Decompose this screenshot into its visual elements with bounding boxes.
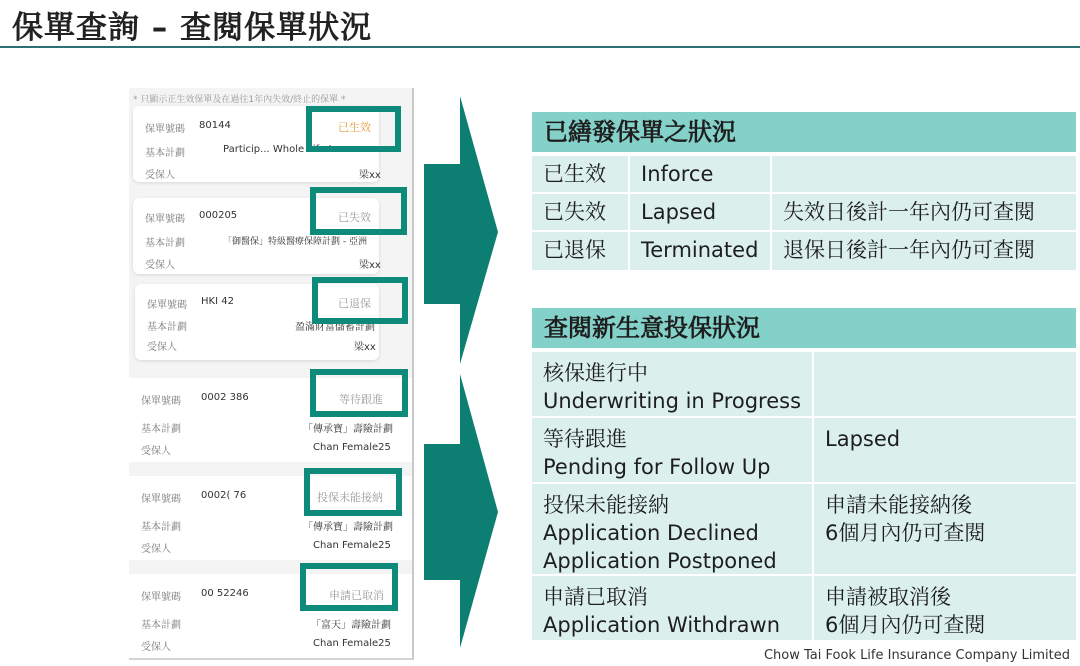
newbiz-status-zh: 等待跟進 — [543, 427, 627, 451]
plan-label: 基本計劃 — [141, 620, 181, 631]
newbiz-status-note — [814, 484, 1076, 574]
newbiz-status-cell — [532, 576, 812, 640]
insured-name: 梁xx — [359, 260, 381, 271]
status-highlight-box — [300, 563, 398, 611]
status-badge: 已失效 — [338, 211, 371, 224]
insured-label: 受保人 — [145, 170, 175, 181]
policy-number-label: 保單號碼 — [141, 592, 181, 603]
policy-filter-note: * 只顯示正生效保單及在過往1年內失效/終止的保單 * — [133, 95, 346, 105]
newbiz-note-line1: 申請未能接納後 — [825, 493, 972, 517]
plan-name: 「傳承寶」壽險計劃 — [303, 424, 393, 435]
newbiz-status-en: Application Declined — [543, 521, 759, 545]
issued-status-note: 失效日後計一年內仍可查閱 — [772, 194, 1076, 230]
plan-label: 基本計劃 — [145, 238, 185, 249]
plan-name: Particip... Whole Life Insurance — [223, 144, 378, 155]
plan-label: 基本計劃 — [141, 424, 181, 435]
page-title: 保單查詢 – 查閱保單狀況 — [12, 10, 373, 46]
newbiz-status-zh: 核保進行中 — [543, 361, 648, 385]
status-highlight-box — [310, 369, 408, 417]
insured-label: 受保人 — [141, 642, 171, 653]
policy-number-label: 保單號碼 — [141, 396, 181, 407]
company-footer: Chow Tai Fook Life Insurance Company Limited — [763, 648, 1070, 663]
issued-status-note: 退保日後計一年內仍可查閱 — [772, 232, 1076, 270]
arrow-shape-upper — [424, 96, 498, 364]
insured-label: 受保人 — [141, 544, 171, 555]
insured-label: 受保人 — [141, 446, 171, 457]
policy-number: 000205 — [199, 210, 238, 221]
policy-number-label: 保單號碼 — [145, 214, 185, 225]
status-highlight-box — [304, 468, 402, 516]
plan-label: 基本計劃 — [145, 148, 185, 159]
status-highlight-box — [306, 106, 401, 152]
newbiz-status-note — [814, 576, 1076, 640]
issued-status-en: Terminated — [630, 232, 770, 270]
policy-number: HKI 42 — [201, 296, 234, 307]
insured-name: Chan Female25 — [313, 540, 391, 551]
newbiz-status-cell — [532, 352, 812, 416]
policy-number-label: 保單號碼 — [141, 494, 181, 505]
issued-status-en: Inforce — [630, 156, 770, 192]
pointer-arrows — [420, 92, 502, 652]
title-divider — [0, 46, 1080, 48]
policy-number: 0002( 76 — [201, 490, 247, 501]
newbiz-status-zh: 投保未能接納 — [543, 493, 669, 517]
policy-number: 00 52246 — [201, 588, 249, 599]
issued-status-note — [772, 156, 1076, 192]
plan-name: 「御醫保」特級醫療保障計劃 - 亞洲 — [223, 237, 367, 247]
insured-label: 受保人 — [147, 342, 177, 353]
policy-number: 0002 386 — [201, 392, 249, 403]
newbiz-note-line2: 6個月內仍可查閱 — [825, 521, 986, 545]
newbiz-note-line2: 6個月內仍可查閱 — [825, 613, 986, 637]
newbiz-status-zh: 申請已取消 — [543, 585, 648, 609]
insured-name: 梁xx — [354, 342, 376, 353]
status-highlight-box — [312, 277, 408, 324]
newbiz-status-cell — [532, 418, 812, 482]
policy-number-label: 保單號碼 — [147, 300, 187, 311]
insured-name: Chan Female25 — [313, 638, 391, 649]
status-highlight-box — [310, 187, 407, 235]
newbiz-note-line1: Lapsed — [825, 427, 901, 451]
issued-status-table-title: 已繕發保單之狀況 — [532, 112, 1076, 152]
insured-name: 梁xx — [359, 170, 381, 181]
plan-name: 盈滿財富儲蓄計劃 — [295, 322, 375, 333]
issued-status-zh: 已失效 — [532, 194, 628, 230]
newbiz-status-note — [814, 352, 1076, 416]
status-badge: 等待跟進 — [339, 393, 383, 406]
policy-number-label: 保單號碼 — [145, 124, 185, 135]
status-badge: 已退保 — [338, 297, 371, 310]
plan-label: 基本計劃 — [147, 322, 187, 333]
plan-name: 「傳承寶」壽險計劃 — [303, 522, 393, 533]
issued-status-en: Lapsed — [630, 194, 770, 230]
newbiz-status-en: Underwriting in Progress — [543, 389, 802, 413]
newbiz-status-note — [814, 418, 1076, 482]
insured-label: 受保人 — [145, 260, 175, 271]
newbiz-status-en-2: Application Postponed — [543, 549, 777, 573]
policy-number: 80144 — [199, 120, 231, 131]
insured-name: Chan Female25 — [313, 442, 391, 453]
plan-name: 「富天」壽險計劃 — [311, 620, 391, 631]
issued-status-zh: 已生效 — [532, 156, 628, 192]
status-badge: 申請已取消 — [329, 589, 384, 602]
newbiz-status-en: Pending for Follow Up — [543, 455, 771, 479]
plan-label: 基本計劃 — [141, 522, 181, 533]
newbiz-note-line1: 申請被取消後 — [825, 585, 951, 609]
newbiz-status-table-title: 查閱新生意投保狀況 — [532, 308, 1076, 348]
newbiz-status-en: Application Withdrawn — [543, 613, 781, 637]
arrow-shape-lower — [424, 374, 498, 648]
issued-status-zh: 已退保 — [532, 232, 628, 270]
newbiz-status-cell — [532, 484, 812, 574]
status-badge: 已生效 — [338, 121, 371, 134]
status-badge: 投保未能接納 — [317, 491, 383, 504]
